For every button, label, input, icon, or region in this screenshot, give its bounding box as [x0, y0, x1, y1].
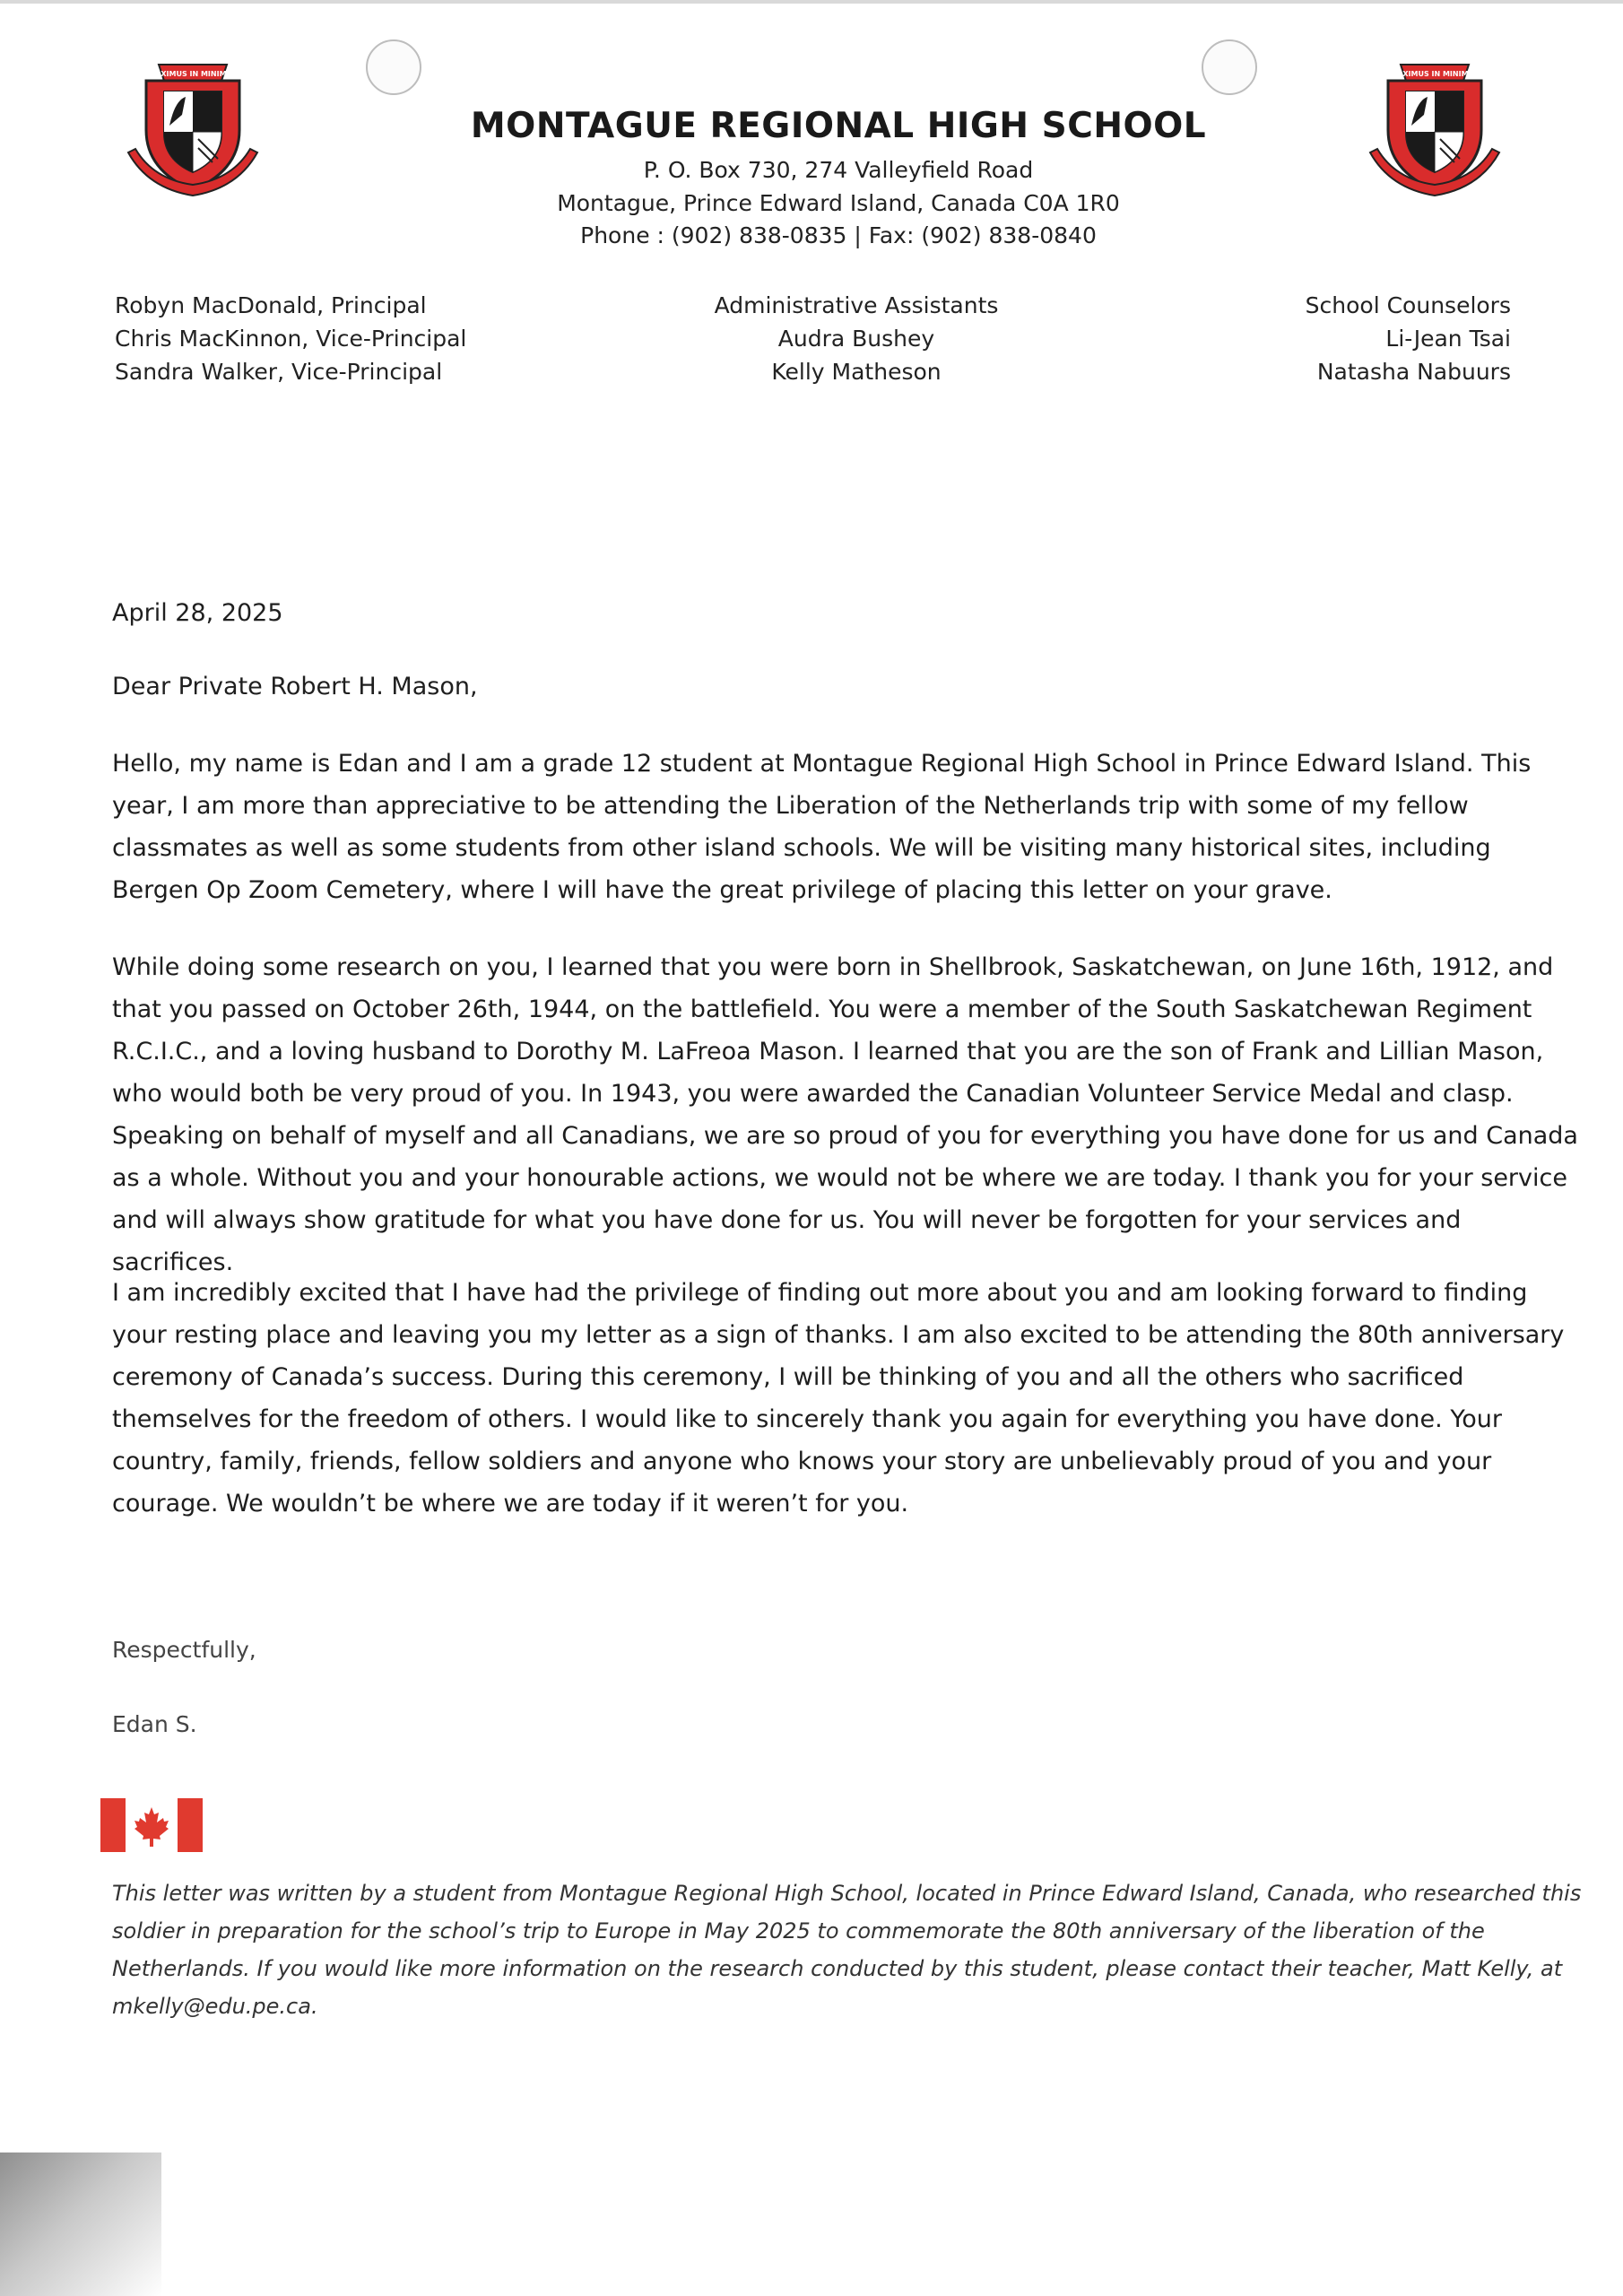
body-paragraph-3: I am incredibly excited that I have had the privilege of finding out more about you and am looking forward to finding your resting place and leaving you my letter as a sign of thanks. I am also excited to be attending the 80th anniversary ceremony of Canada’s success. During this ceremony, I will be thinking of you and all the others who sacrificed themselves for the freedom of others. I would like to sincerely thank you again for everything you have done. Your country, family, friends, fellow soldiers and anyone who knows your story are unbelievably proud of you and your courage. We wouldn’t be where we are today if it weren’t for you.: [112, 1279, 1565, 1518]
school-crest-right-logo: [1354, 45, 1515, 206]
scan-edge: [0, 0, 1623, 4]
scan-page-curl: [0, 2152, 161, 2296]
assistant-2: Kelly Matheson: [771, 359, 942, 385]
body-paragraph-1: Hello, my name is Edan and I am a grade 12 student at Montague Regional High School in Prince Edward Island. This year, I am more than appreciative to be attending the Liberation of the Netherlands trip with some of my fellow classmates as well as some students from other island schools. We will be visiting many historical sites, including Bergen Op Zoom Cemetery, where I will have the great privilege of placing this letter on your grave.: [112, 750, 1532, 904]
administration-column: [115, 289, 466, 388]
signature: Edan S.: [112, 1711, 197, 1737]
body-paragraph-2: While doing some research on you, I learned that you were born in Shellbrook, Saskatchewan, on June 16th, 1912, and that you passed on October 26th, 1944, on the battlefield. You were a member of the South Saskatchewan Regiment R.C.I.C., and a loving husband to Dorothy M. LaFreoa Mason. I learned that you are the son of Frank and Lillian Mason, who would both be very proud of you. In 1943, you were awarded the Canadian Volunteer Service Medal and clasp. Speaking on behalf of myself and all Canadians, we are so proud of you for everything you have done for us and Canada as a whole. Without you and your honourable actions, we would not be where we are today. I thank you for your service and will always show gratitude for what you have done for us. You will never be forgotten for your services and sacrifices.: [112, 953, 1578, 1276]
salutation: Dear Private Robert H. Mason,: [112, 673, 478, 700]
footer-note: This letter was written by a student from Montague Regional High School, located in Prince Edward Island, Canada, who researched this soldier in preparation for the school’s trip to Europe in May 2025 to commemorate the 80th anniversary of the liberation of the Netherlands. If you would like more information on the research conducted by this student, please contact their teacher, Matt Kelly, at mkelly@edu.pe.ca.: [112, 1881, 1582, 2019]
punch-hole-right: [1202, 39, 1257, 95]
staff-vice-principal-2: Sandra Walker, Vice-Principal: [115, 359, 443, 385]
counselors-heading: School Counselors: [1305, 292, 1511, 318]
assistants-column: [628, 289, 1085, 388]
crest-motto: MAXIMUS IN MINIMUS: [1390, 70, 1480, 78]
canadian-flag-icon: [100, 1798, 203, 1852]
assistant-1: Audra Bushey: [777, 326, 935, 352]
counselor-1: Li-Jean Tsai: [1385, 326, 1511, 352]
counselors-column: [1306, 289, 1511, 388]
crest-motto: MAXIMUS IN MINIMUS: [148, 70, 238, 78]
punch-hole-left: [366, 39, 421, 95]
staff-vice-principal-1: Chris MacKinnon, Vice-Principal: [115, 326, 467, 352]
closing: Respectfully,: [112, 1637, 256, 1663]
school-crest-left-logo: [112, 45, 273, 206]
staff-principal: Robyn MacDonald, Principal: [115, 292, 427, 318]
address-line-2: Montague, Prince Edward Island, Canada C0A 1R0: [557, 190, 1120, 216]
letter-date: April 28, 2025: [112, 599, 283, 627]
counselor-2: Natasha Nabuurs: [1316, 359, 1511, 385]
assistants-heading: Administrative Assistants: [714, 292, 999, 318]
school-name: MONTAGUE REGIONAL HIGH SCHOOL: [470, 106, 1207, 146]
address-line-1: P. O. Box 730, 274 Valleyfield Road: [643, 157, 1034, 183]
phone-fax-line: Phone : (902) 838-0835 | Fax: (902) 838-0840: [580, 222, 1097, 248]
